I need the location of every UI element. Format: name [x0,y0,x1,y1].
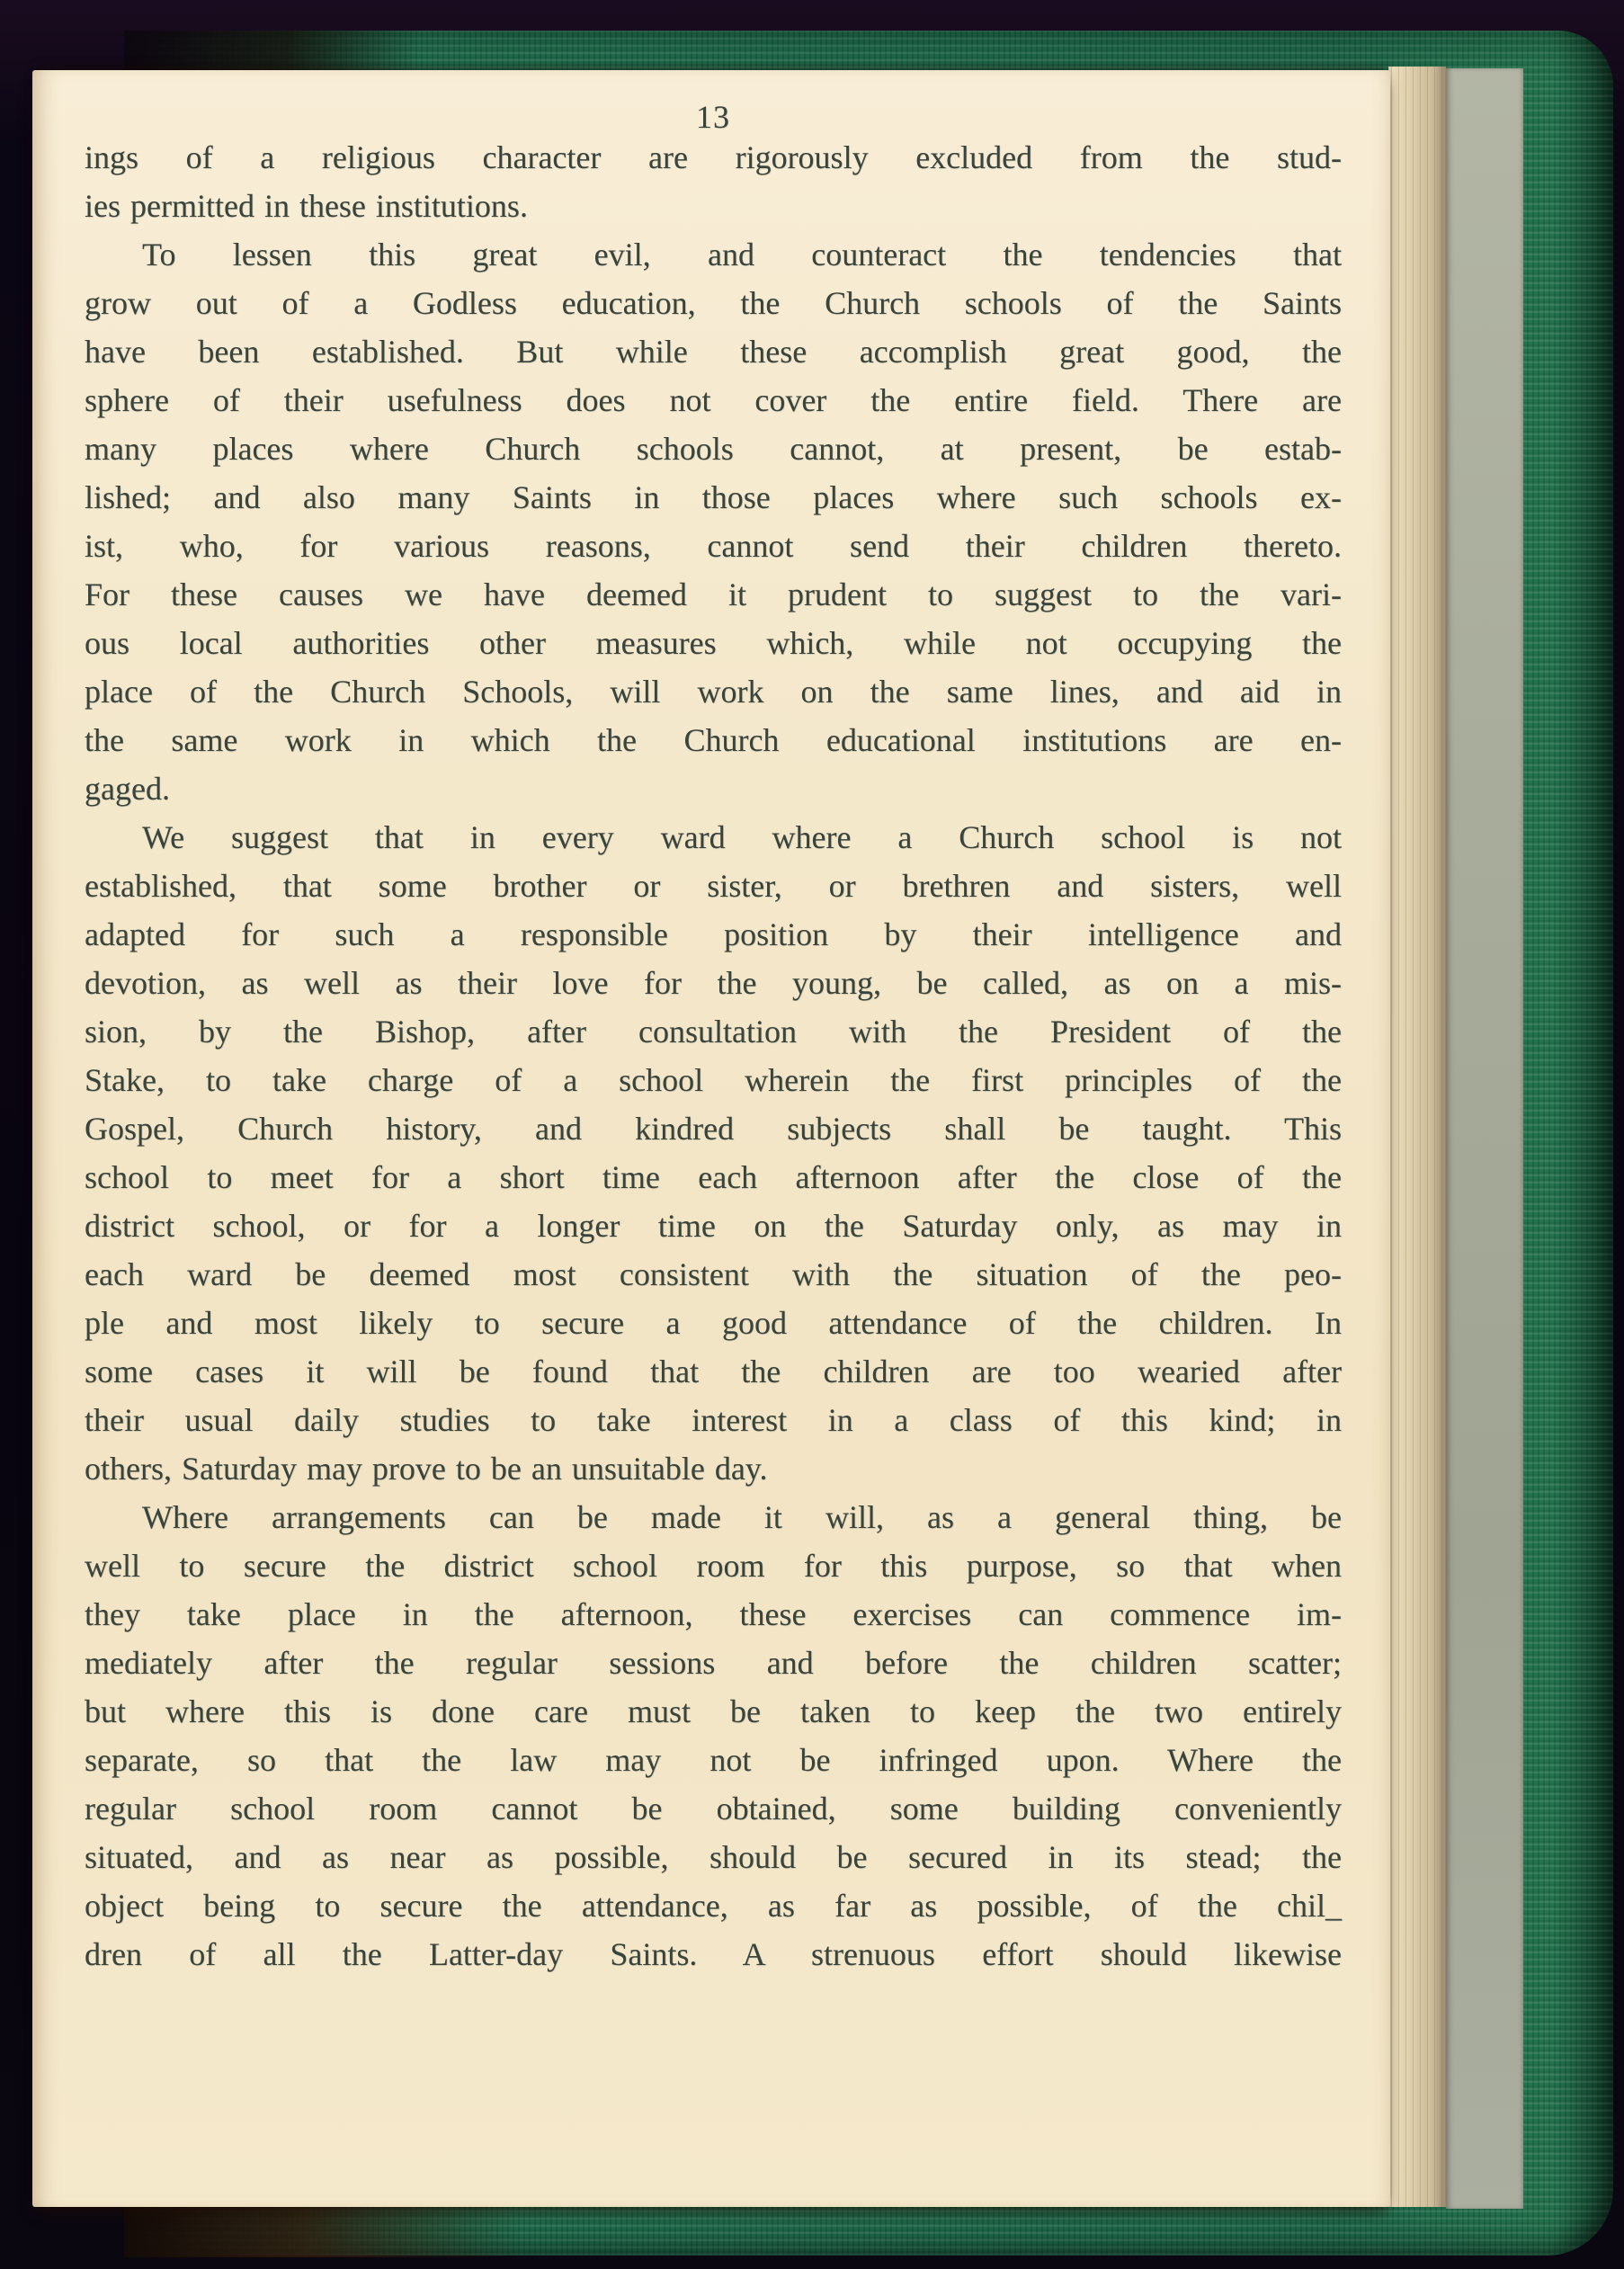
text-line: adapted for such a responsible position by their intelligence and [85,916,1342,952]
text-line: To lessen this great evil, and counteract the tendencies that [142,237,1342,272]
text-line: ple and most likely to secure a good attendance of the children. In [85,1305,1342,1341]
text-line: sphere of their usefulness does not cover the entire field. There are [85,382,1342,418]
text-line: devotion, as well as their love for the young, be called, as on a mis- [85,965,1342,1001]
text-line: ous local authorities other measures which, while not occupying the [85,625,1342,661]
text-line: regular school room cannot be obtained, some building conveniently [85,1791,1342,1827]
text-line: ies permitted in these institutions. [85,188,528,224]
text-line: others, Saturday may prove to be an unsuitable day. [85,1451,768,1487]
text-line: Gospel, Church history, and kindred subjects shall be taught. This [85,1111,1342,1147]
text-line: many places where Church schools cannot, at present, be estab- [85,431,1342,467]
text-line: We suggest that in every ward where a Church school is not [142,819,1342,855]
text-line: their usual daily studies to take interest in a class of this kind; in [85,1402,1342,1438]
text-line: they take place in the afternoon, these exercises can commence im- [85,1596,1342,1632]
text-line: place of the Church Schools, will work on the same lines, and aid in [85,674,1342,710]
page-edges [1388,67,1446,2207]
endpaper-strip [1446,68,1523,2209]
text-line: separate, so that the law may not be infringed upon. Where the [85,1742,1342,1778]
page-number: 13 [696,99,730,135]
text-line: ist, who, for various reasons, cannot send their children thereto. [85,528,1342,564]
text-line: situated, and as near as possible, should be secured in its stead; the [85,1839,1342,1875]
cover-shadow-top-left [124,31,421,72]
text-line: established, that some brother or sister, or brethren and sisters, well [85,868,1342,904]
text-line: dren of all the Latter-day Saints. A strenuous effort should likewise [85,1936,1342,1972]
book-page [32,70,1390,2207]
text-line: school to meet for a short time each afternoon after the close of the [85,1159,1342,1195]
text-line: district school, or for a longer time on the Saturday only, as may in [85,1208,1342,1244]
text-line: For these causes we have deemed it prudent to suggest to the vari- [85,576,1342,612]
text-line: gaged. [85,771,170,807]
text-line: object being to secure the attendance, as far as possible, of the chil_ [85,1888,1342,1924]
text-line: grow out of a Godless education, the Church schools of the Saints [85,285,1342,321]
text-line: Where arrangements can be made it will, as a general thing, be [142,1499,1342,1535]
page-text [85,133,1342,1979]
text-line: the same work in which the Church educational institutions are en- [85,722,1342,758]
text-line: mediately after the regular sessions and before the children scatter; [85,1645,1342,1681]
text-line: sion, by the Bishop, after consultation with the President of the [85,1014,1342,1050]
text-line: some cases it will be found that the children are too wearied after [85,1353,1342,1389]
text-line: have been established. But while these accomplish great good, the [85,334,1342,370]
text-line: each ward be deemed most consistent with the situation of the peo- [85,1256,1342,1292]
text-line: but where this is done care must be taken to keep the two entirely [85,1693,1342,1729]
text-line: well to secure the district school room for this purpose, so that when [85,1548,1342,1584]
text-line: ings of a religious character are rigorously excluded from the stud- [85,139,1342,175]
text-line: lished; and also many Saints in those places where such schools ex- [85,479,1342,515]
text-line: Stake, to take charge of a school wherein the first principles of the [85,1062,1342,1098]
